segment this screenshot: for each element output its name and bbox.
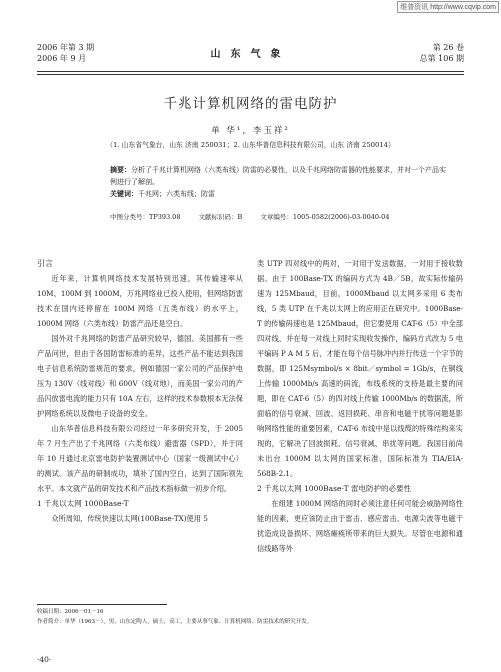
abstract-block	[110, 164, 450, 201]
keywords-text: 千兆网；六类布线；防雷	[138, 190, 215, 198]
footnote	[37, 607, 457, 627]
section-1-heading: 1 千兆以太网 1000Base-T	[37, 499, 129, 508]
volume-info	[420, 42, 464, 64]
volume-line-1: 第 26 卷	[432, 43, 464, 52]
abstract-label: 摘要：	[110, 165, 131, 174]
volume-line-2: 总第 106 期	[419, 54, 464, 63]
section-2-heading: 2 千兆以太网 1000Base-T 雷电防护的必要性	[257, 484, 412, 493]
issue-line-1: 2006 年第 3 期	[37, 43, 95, 52]
page-number: ·40·	[37, 655, 52, 664]
article-number: 文章编号：1005-0582(2006)-03-0040-04	[260, 213, 390, 221]
affiliation: （1. 山东省气象台，山东 济南 250031；2. 山东华普信息科技有限公司，山东 济南 250014）	[106, 141, 395, 149]
keywords-label: 关键词：	[110, 189, 138, 198]
left-paragraph: 国外对千兆网络的防雷产品研究较早，德国、美国都有一些产品问世，但由于各国防雷标准的差异，这些产品不能达到我国电子信息系统防雷规范的要求，例如德国一家公司的产品保护电压为 130V（线对线）和 600V（线对地），而美国一家公司的产品闪放雷电流的能力只有 10A 左右，这样的技术参数根本无法保护网络系统以及微电子设备的安全。	[37, 334, 243, 418]
received-date: 收稿日期：2006－01－16	[37, 609, 104, 615]
watermark: 维普资讯 http://www.cqvip.com	[397, 1, 499, 13]
header-rule-thin	[37, 74, 464, 75]
footnote-rule	[37, 604, 167, 605]
abstract	[110, 164, 450, 188]
section-2-text: 在组建 1000M 网络的同时必须注意任何可能会威胁网络性能的因素，更应该防止由于雷击、感应雷击、电源尖波等电磁干扰造成设备损坏、网络瘫痪所带来的巨大损失。尽管在电源和通信线路等外	[257, 499, 463, 553]
paper-title: 千兆计算机网络的雷电防护	[163, 96, 338, 112]
abstract-text: 分析了千兆计算机网络（六类布线）防雷的必要性，以及千兆网络防雷器的性能要求，并对一个产品实例进行了解剖。	[110, 166, 446, 186]
intro-heading: 引言	[37, 259, 53, 268]
left-column	[37, 256, 243, 526]
header-rule-thick	[37, 71, 464, 72]
left-paragraph: 近年来，计算机网络技术发展特别迅速，其传输速率从 10M、100M 到 1000M，万兆网络业已投入使用，但网络防雷技术在国内还停留在 100M 网络（五类布线）的水平上，1000M 网络（六类布线）防雷产品还是空白。	[37, 274, 243, 328]
right-paragraph: 类 UTP 四对线中的两对，一对用于发送数据，一对用于接收数据。由于 100Base-TX 的编码方式为 4B／5B，故实际传输码速为 125Mbaud，目前，1000Mbaud 以太网多采用 6 类布线，5 类 UTP 在千兆以太网上的应用正在研究中。1000Base-T 的传输码速也是 125Mbaud，但它要使用 CAT-6（5）中全部四对线，并在每一对线上同时实现收发操作，编码方式改为 5 电平编码 P A M 5 后，才能在每个信号脉冲内并行传送一个字节的数据，即 125Msymbol/s × 8bit／symbol = 1Gb/s，在铜线上传输 1000Mb/s 高速的码流，布线系统的支持是最主要的问题，即在 CAT-6（5）的四对线上传输 1000Mb/s 的数据流，所面临的信号衰减、回波、返回损耗、串音和电磁干扰等问题是影响网络性能的重要因素，CAT-6 布线中是以线缆的特殊结构来实现的，它解决了回波损耗、信号衰减、串扰等问题。我国目前尚未出台 1000M 以太网的国家标准，国际标准为 TIA/EIA-568B-2.1。	[257, 259, 463, 478]
document-code: 文献标识码：B	[198, 213, 243, 221]
author-bio: 作者简介：单华（1963－），男，山东定陶人，硕士，高工，主要从事气象、计算机网络、防雷技术的研究开发。	[37, 619, 313, 625]
right-column	[257, 256, 463, 556]
authors: 单 华¹，李玉祥²	[211, 126, 290, 136]
issue-line-2: 2006 年 9 月	[37, 54, 87, 63]
section-1-text: 众所周知，传统快速以太网(100Base-TX)使用 5	[51, 514, 208, 523]
clc-number: 中图分类号：TP393.08	[110, 213, 181, 221]
left-paragraph: 山东华普信息科技有限公司经过一年多研究开发，于 2005 年 7 月生产出了千兆网络（六类布线）避雷器（SPD），并于同年 10 月通过北京雷电防护装置测试中心（国家一级测试中心）的测试。该产品的研制成功，填补了国内空白，达到了国际领先水平。本文就产品的研发技术和产品技术指标做一初步介绍。	[37, 424, 243, 493]
classification-line	[110, 212, 450, 221]
keywords	[110, 188, 450, 201]
journal-name: 山东气象	[210, 49, 291, 60]
